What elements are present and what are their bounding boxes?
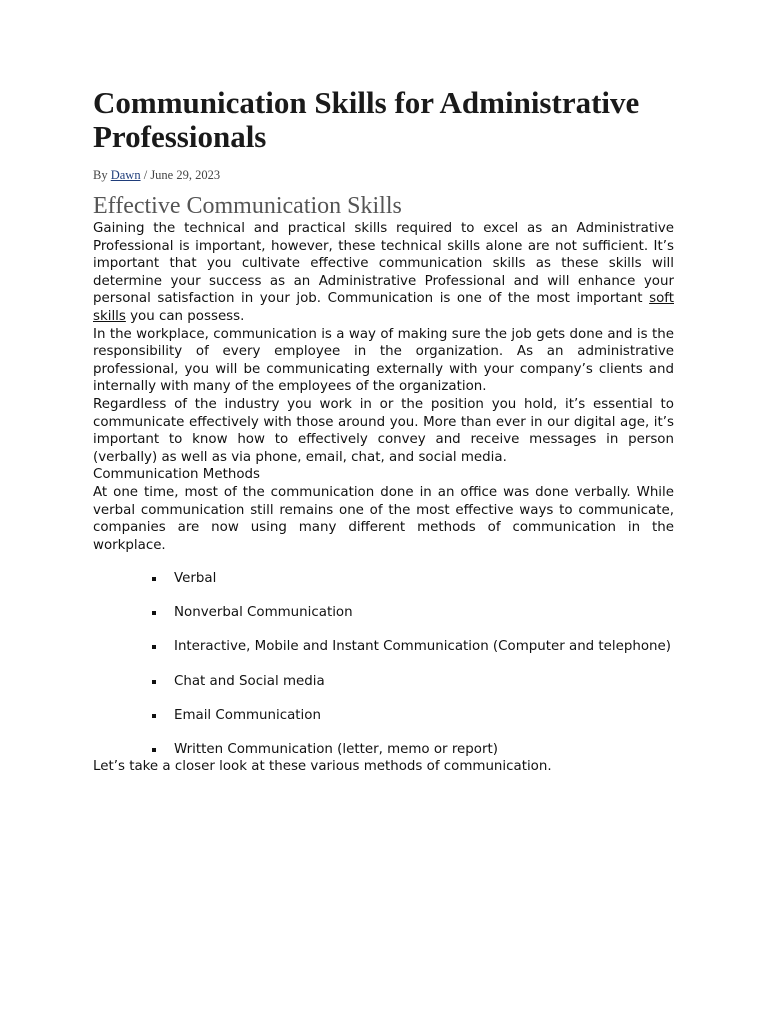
list-item-label: Nonverbal Communication [174,605,353,621]
list-item-label: Interactive, Mobile and Instant Communication (Computer and telephone) [174,639,672,655]
paragraph-intro-end: you can possess. [125,308,245,324]
section-heading: Effective Communication Skills [93,193,402,219]
methods-list [93,570,674,758]
paragraph-intro [93,220,674,326]
list-item [149,741,674,759]
list-item [149,570,674,588]
article-title: Communication Skills for Administrative Professionals [93,85,640,154]
soft-skills-link[interactable]: soft skills [93,291,674,324]
subheading-methods: Communication Methods [93,467,260,483]
paragraph-workplace: In the workplace, communication is a way of making sure the job gets done and is the responsibility of every employee in the organization. As an administrative professional, you will be communicating externally with your company’s clients and internally with many of the employees of the organization. [93,326,674,395]
paragraph-intro-text: Gaining the technical and practical skills required to excel as an Administrative Professional is important, however, these technical skills alone are not sufficient. It’s important that you cultivate effective communication skills as these skills will determine your success as an Administrative Professional and will enhance your personal satisfaction in your job. Communication is one of the most important [93,221,674,307]
list-item-label: Chat and Social media [174,673,325,689]
list-item [149,673,674,691]
bullet-icon [152,714,156,718]
meta-separator: / [140,168,151,182]
paragraph-methods-intro: At one time, most of the communication done in an office was done verbally. While verbal communication still remains one of the most effective ways to communicate, companies are now using many different methods of communication in the workplace. [93,484,674,553]
bullet-icon [152,611,156,615]
list-item [149,604,674,622]
byline-prefix: By [93,168,111,182]
list-item [149,707,674,725]
bullet-icon [152,577,156,581]
list-item-label: Verbal [174,571,217,587]
author-link[interactable]: Dawn [110,168,141,182]
article-meta [93,167,674,183]
list-item [149,638,674,656]
publish-date: June 29, 2023 [150,168,221,182]
list-item-label: Email Communication [174,707,321,723]
bullet-icon [152,645,156,649]
article-body [93,220,674,776]
list-item-label: Written Communication (letter, memo or report) [174,741,498,757]
bullet-icon [152,680,156,684]
paragraph-industry: Regardless of the industry you work in or the position you hold, it’s essential to communicate effectively with those around you. More than ever in our digital age, it’s important to know how to effectively convey and receive messages in person (verbally) as well as via phone, email, chat, and social media. [93,396,674,465]
article [93,86,674,776]
paragraph-closing: Let’s take a closer look at these various methods of communication. [93,759,552,775]
bullet-icon [152,748,156,752]
